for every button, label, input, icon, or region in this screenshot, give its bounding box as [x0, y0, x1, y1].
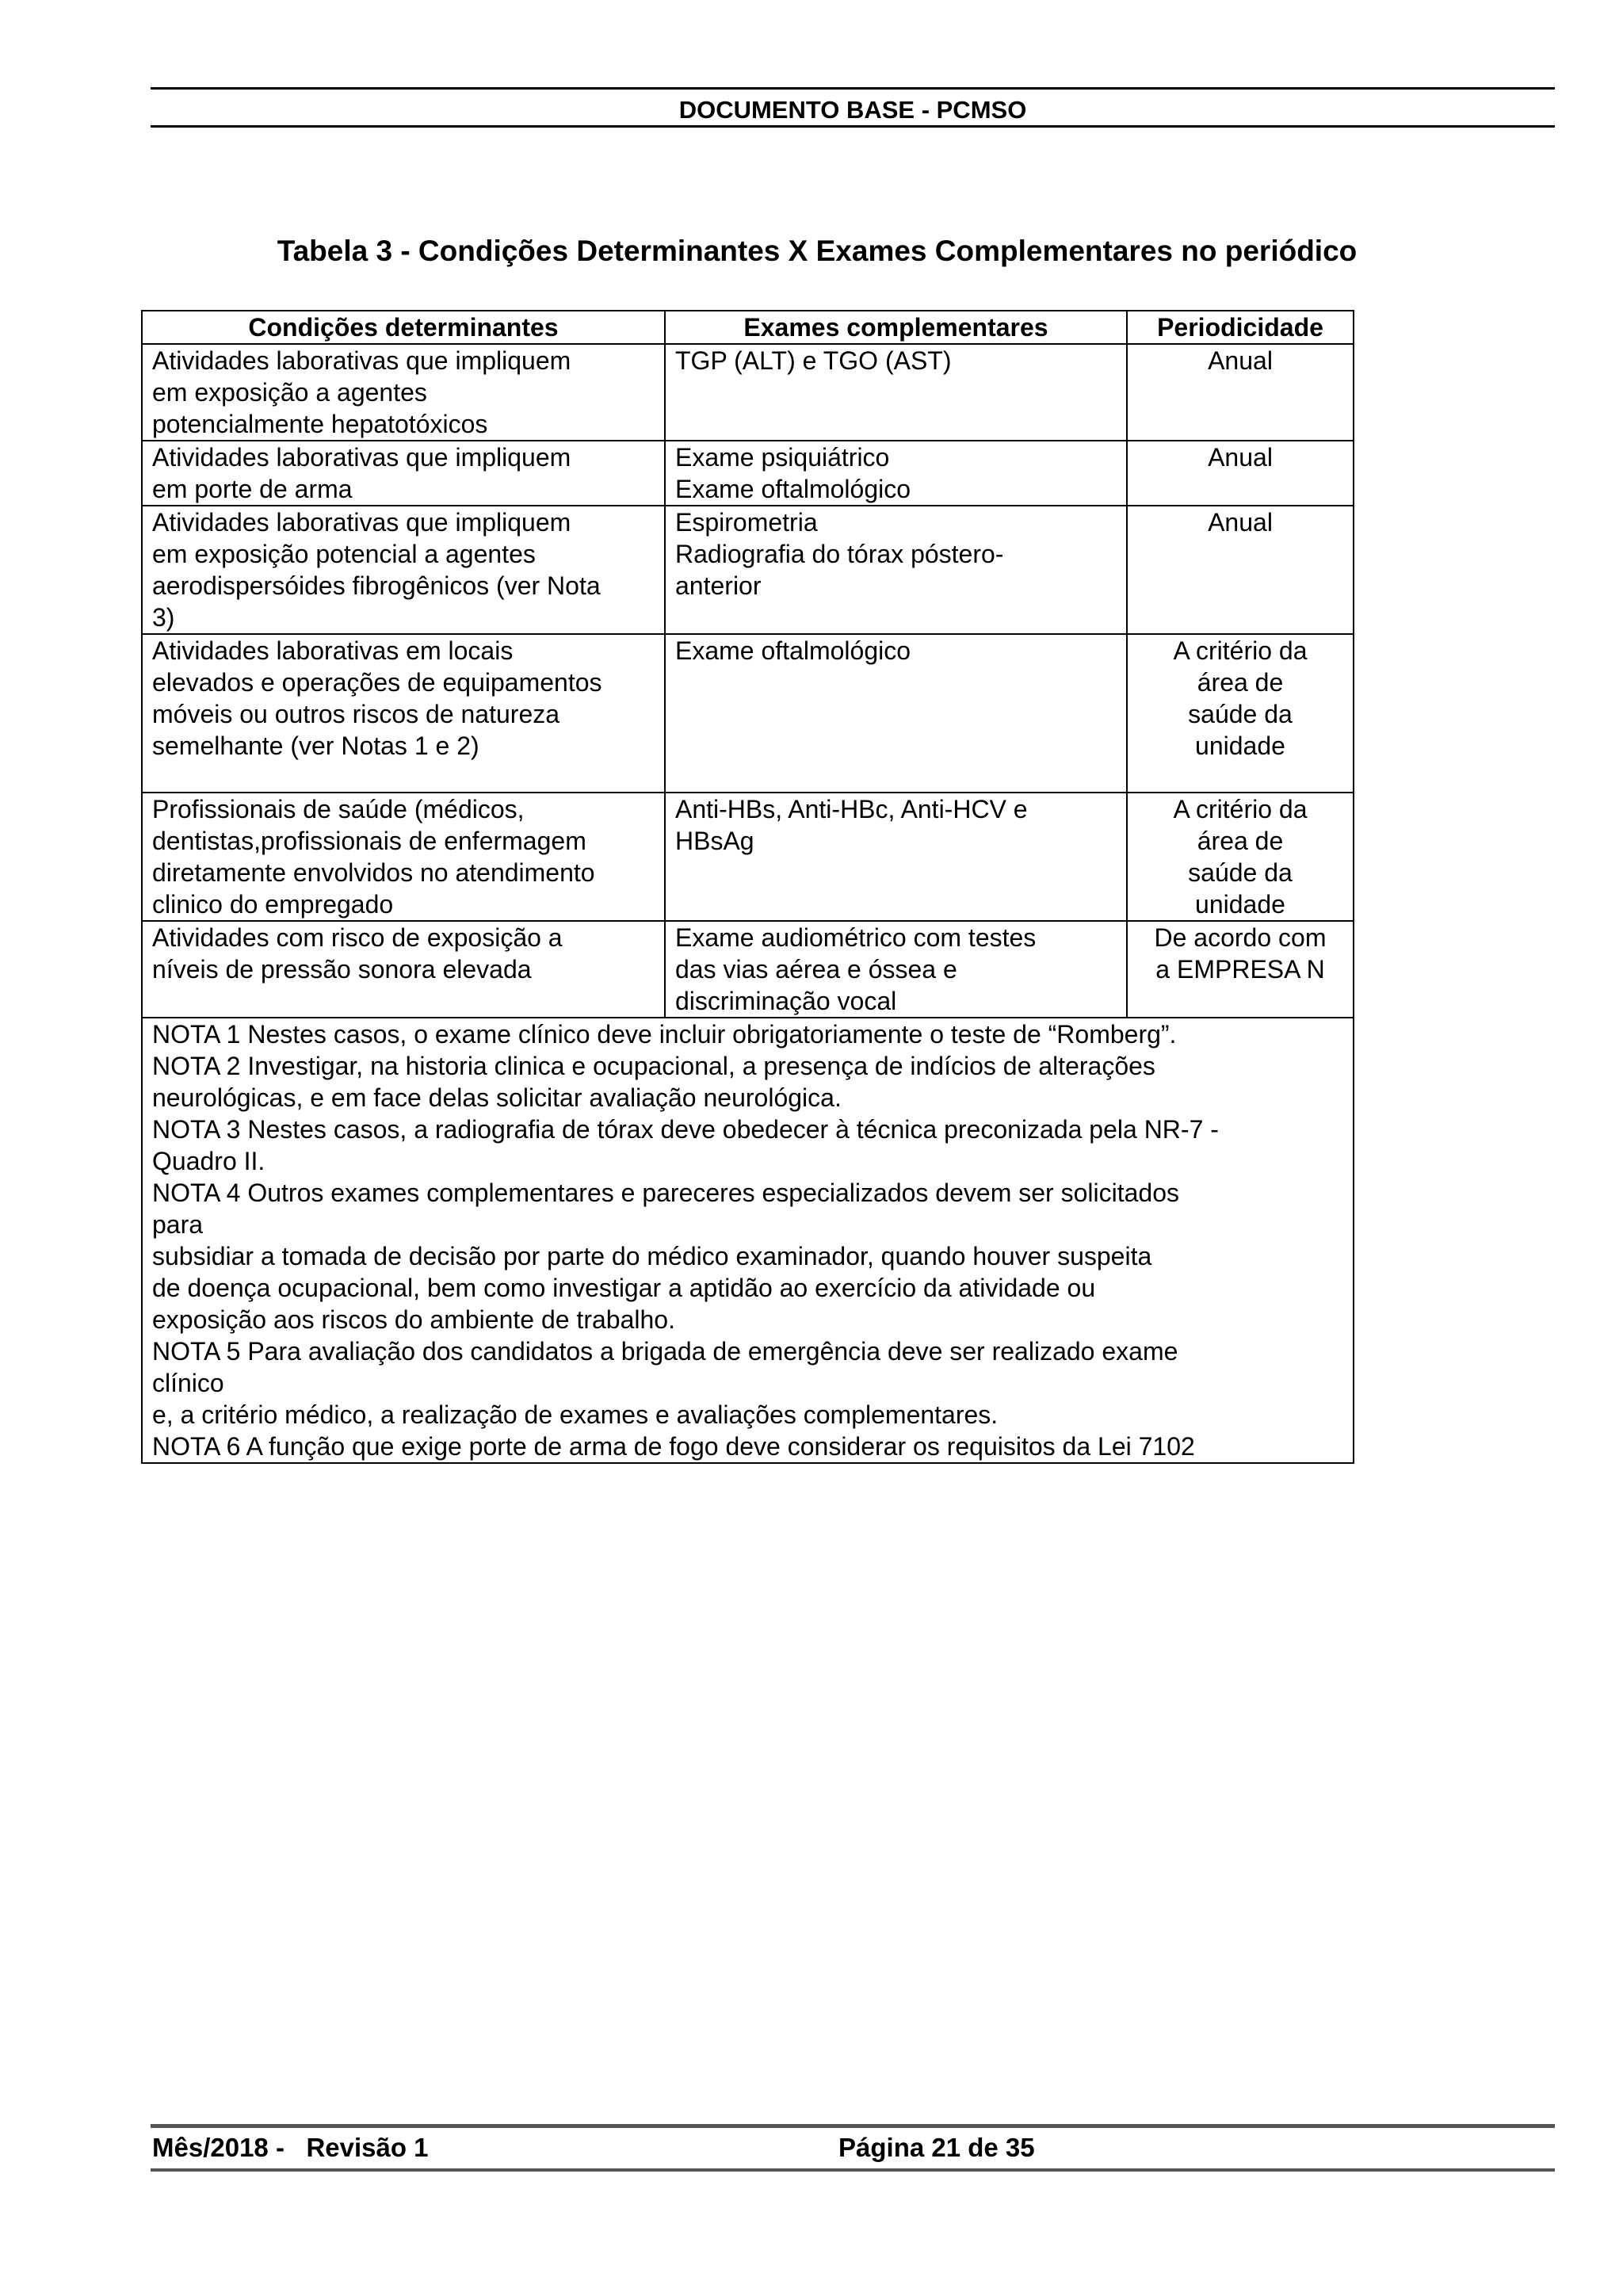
condition-cell: [142, 441, 665, 506]
cell-line: Anual: [1208, 508, 1273, 537]
table-body: [142, 344, 1354, 1463]
exams-cell: [665, 344, 1127, 441]
footer-revision: Mês/2018 - Revisão 1: [152, 2133, 429, 2162]
cell-line: em exposição a agentes: [152, 378, 427, 407]
column-header: Periodicidade: [1127, 311, 1354, 344]
header-rule-top: [151, 87, 1555, 90]
condition-cell: [142, 793, 665, 921]
cell-line: das vias aérea e óssea e: [675, 955, 957, 984]
exams-cell: [665, 793, 1127, 921]
column-header: Condições determinantes: [142, 311, 665, 344]
cell-line: Atividades com risco de exposição a: [152, 923, 563, 952]
cell-line: elevados e operações de equipamentos: [152, 668, 602, 697]
table-row: [142, 506, 1354, 634]
cell-line: em exposição potencial a agentes: [152, 540, 536, 568]
cell-line: saúde da: [1188, 858, 1293, 887]
period-cell: [1127, 344, 1354, 441]
cell-line: área de: [1197, 668, 1284, 697]
exams-cell: [665, 634, 1127, 793]
footer-rule-bottom: [151, 2168, 1555, 2172]
table-row: [142, 921, 1354, 1018]
cell-line: Exame oftalmológico: [675, 636, 911, 665]
cell-line: clinico do empregado: [152, 890, 394, 919]
column-header: Exames complementares: [665, 311, 1127, 344]
cell-line: móveis ou outros riscos de natureza: [152, 700, 560, 728]
note-line: NOTA 3 Nestes casos, a radiografia de tórax deve obedecer à técnica preconizada pela NR-7 -: [152, 1115, 1219, 1144]
cell-line: unidade: [1195, 890, 1285, 919]
cell-line: Anual: [1208, 346, 1273, 375]
note-line: para: [152, 1210, 204, 1239]
cell-line: área de: [1197, 827, 1284, 855]
cell-line: unidade: [1195, 732, 1285, 760]
cell-line: TGP (ALT) e TGO (AST): [675, 346, 952, 375]
notes-row: [142, 1018, 1354, 1463]
condition-cell: [142, 921, 665, 1018]
period-cell: [1127, 506, 1354, 634]
cell-line: Espirometria: [675, 508, 818, 537]
exams-cell: [665, 921, 1127, 1018]
period-cell: [1127, 441, 1354, 506]
cell-line: Exame audiométrico com testes: [675, 923, 1037, 952]
note-line: NOTA 2 Investigar, na historia clinica e ocupacional, a presença de indícios de alterações: [152, 1052, 1155, 1080]
footer-page-number: Página 21 de 35: [838, 2133, 1035, 2162]
cell-line: 3): [152, 603, 175, 632]
exams-cell: [665, 441, 1127, 506]
cell-line: Anual: [1208, 443, 1273, 472]
table-row: [142, 793, 1354, 921]
cell-line: anterior: [675, 571, 762, 600]
footer-rule-top: [151, 2124, 1555, 2128]
note-line: de doença ocupacional, bem como investigar a aptidão ao exercício da atividade ou: [152, 1274, 1096, 1302]
cell-line: Exame psiquiátrico: [675, 443, 890, 472]
cell-line: Exame oftalmológico: [675, 475, 911, 503]
exams-cell: [665, 506, 1127, 634]
table-row: [142, 344, 1354, 441]
header-rule-bottom: [151, 125, 1555, 128]
condition-cell: [142, 506, 665, 634]
note-line: NOTA 1 Nestes casos, o exame clínico deve incluir obrigatoriamente o teste de “Romberg”.: [152, 1020, 1177, 1049]
cell-line: a EMPRESA N: [1155, 955, 1325, 984]
notes-cell: [142, 1018, 1354, 1463]
cell-line: saúde da: [1188, 700, 1293, 728]
cell-line: Atividades laborativas que impliquem: [152, 508, 571, 537]
period-cell: [1127, 634, 1354, 793]
note-line: e, a critério médico, a realização de exames e avaliações complementares.: [152, 1400, 999, 1429]
cell-line: Atividades laborativas que impliquem: [152, 346, 571, 375]
cell-line: Atividades laborativas que impliquem: [152, 443, 571, 472]
note-line: exposição aos riscos do ambiente de trabalho.: [152, 1305, 675, 1334]
cell-line: Profissionais de saúde (médicos,: [152, 795, 525, 823]
cell-line: A critério da: [1173, 636, 1308, 665]
condition-cell: [142, 634, 665, 793]
condition-cell: [142, 344, 665, 441]
period-cell: [1127, 793, 1354, 921]
cell-line: semelhante (ver Notas 1 e 2): [152, 732, 479, 760]
table-row: [142, 634, 1354, 793]
cell-line: HBsAg: [675, 827, 754, 855]
table-header-row: [142, 311, 1354, 344]
cell-line: potencialmente hepatotóxicos: [152, 410, 488, 438]
cell-line: A critério da: [1173, 795, 1308, 823]
cell-line: dentistas,profissionais de enfermagem: [152, 827, 586, 855]
cell-line: aerodispersóides fibrogênicos (ver Nota: [152, 571, 601, 600]
period-cell: [1127, 921, 1354, 1018]
cell-line: diretamente envolvidos no atendimento: [152, 858, 595, 887]
note-line: Quadro II.: [152, 1147, 265, 1175]
table-row: [142, 441, 1354, 506]
cell-line: discriminação vocal: [675, 987, 897, 1015]
note-line: subsidiar a tomada de decisão por parte do médico examinador, quando houver suspeita: [152, 1242, 1152, 1270]
note-line: neurológicas, e em face delas solicitar avaliação neurológica.: [152, 1083, 842, 1112]
note-line: NOTA 4 Outros exames complementares e pareceres especializados devem ser solicitados: [152, 1179, 1179, 1207]
note-line: NOTA 6 A função que exige porte de arma de fogo deve considerar os requisitos da Lei 7102: [152, 1432, 1195, 1461]
cell-line: em porte de arma: [152, 475, 353, 503]
cell-line: De acordo com: [1154, 923, 1327, 952]
header-title: DOCUMENTO BASE - PCMSO: [678, 96, 1027, 124]
note-line: NOTA 5 Para avaliação dos candidatos a brigada de emergência deve ser realizado exame: [152, 1337, 1178, 1366]
cell-line: Radiografia do tórax póstero-: [675, 540, 1004, 568]
table-title: Tabela 3 - Condições Determinantes X Exames Complementares no periódico: [277, 235, 1358, 267]
cell-line: Anti-HBs, Anti-HBc, Anti-HCV e: [675, 795, 1028, 823]
note-line: clínico: [152, 1369, 224, 1397]
cell-line: Atividades laborativas em locais: [152, 636, 514, 665]
exams-table: [141, 310, 1354, 1464]
cell-line: níveis de pressão sonora elevada: [152, 955, 532, 984]
